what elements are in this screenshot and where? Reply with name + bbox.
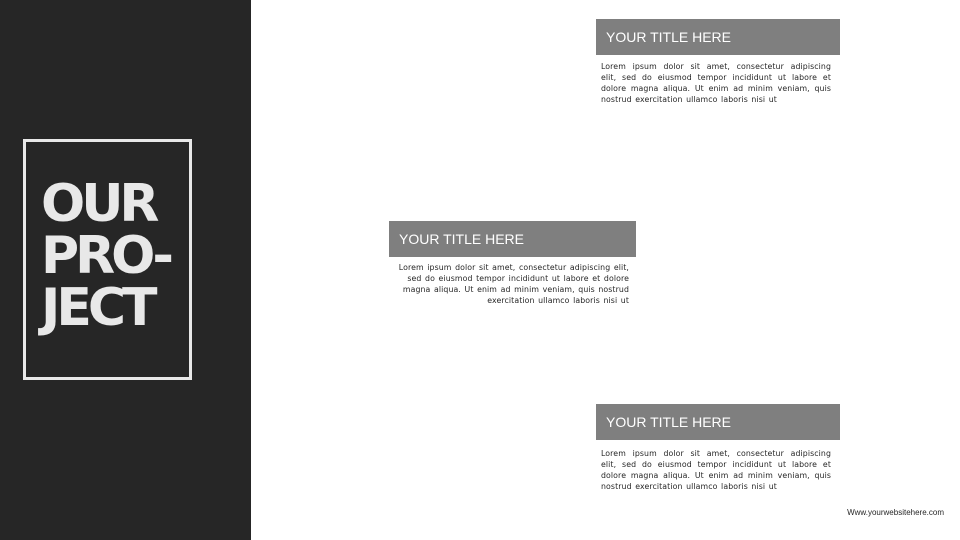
title-frame xyxy=(23,139,192,380)
website-footer: Www.yourwebsitehere.com xyxy=(847,508,944,517)
item-3-title: YOUR TITLE HERE xyxy=(596,404,840,440)
item-2-body: Lorem ipsum dolor sit amet, consectetur adipiscing elit, sed do eiusmod tempor incididunt ut labore et dolore magna aliqua. Ut enim ad minim veniam, quis nostrud exercitation ullamco laboris nisi ut xyxy=(398,263,629,305)
item-1-title: YOUR TITLE HERE xyxy=(596,19,840,55)
item-2-title: YOUR TITLE HERE xyxy=(389,221,636,257)
item-1-body: Lorem ipsum dolor sit amet, consectetur adipiscing elit, sed do eiusmod tempor incididunt ut labore et dolore magna aliqua. Ut enim ad minim veniam, quis nostrud exercitation ullamco laboris nisi ut xyxy=(601,62,831,104)
project-title: OUR PRO- JECT xyxy=(41,174,170,338)
item-3-body: Lorem ipsum dolor sit amet, consectetur adipiscing elit, sed do eiusmod tempor incididunt ut labore et dolore magna aliqua. Ut enim ad minim veniam, quis nostrud exercitation ullamco laboris nisi ut xyxy=(601,449,831,491)
left-panel xyxy=(0,0,251,540)
